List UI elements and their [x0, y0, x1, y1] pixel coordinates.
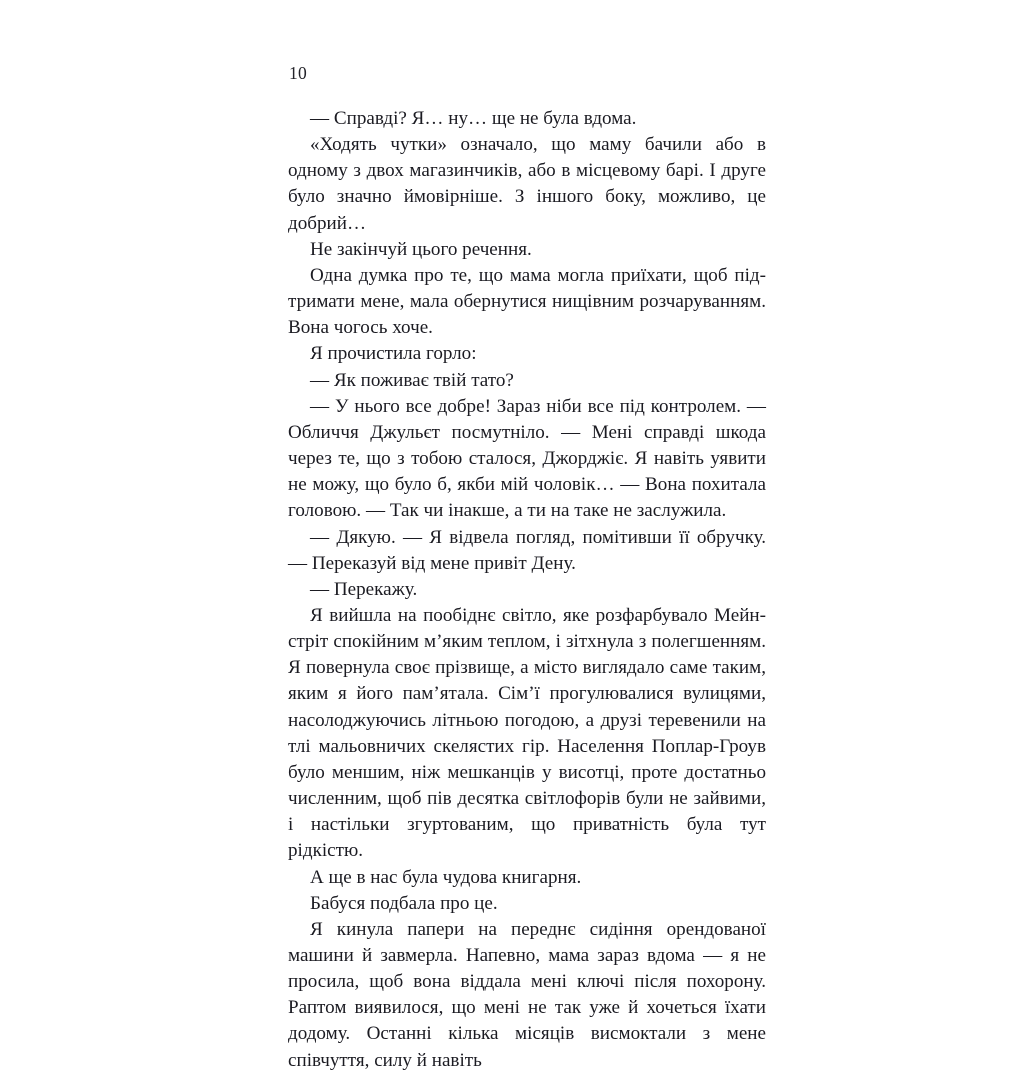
paragraph: Одна думка про те, що мама могла приїхати, щоб підтримати мене, мала обернутися нищівним розчаруванням. Вона чогось хоче.: [288, 264, 766, 339]
body-text-column: [288, 106, 766, 1074]
paragraph: Бабуся подбала про це.: [310, 892, 498, 914]
paragraph: — Як поживає твій тато?: [310, 369, 514, 391]
page-number: 10: [289, 63, 307, 83]
paragraph: — Дякую. — Я відвела погляд, помітивши її обручку. — Переказуй від мене привіт Дену.: [288, 526, 766, 574]
paragraph: Я кинула папери на переднє сидіння орендованої машини й завмерла. Напевно, мама зараз вдома — я не просила, щоб вона віддала мені ключі після похорону. Раптом виявилося, що мені не так уже й хочеться їхати додому. Останні кілька місяців висмоктали з мене співчуття, силу й навіть: [288, 918, 766, 1071]
paragraph: — Перекажу.: [310, 578, 418, 600]
paragraph: Не закінчуй цього речення.: [310, 238, 532, 260]
paragraph: А ще в нас була чудова книгарня.: [310, 866, 582, 888]
paragraph: «Ходять чутки» означало, що маму бачили або в одному з двох магазинчиків, або в місцевому барі. І друге було значно ймовірніше. З іншого боку, можливо, це добрий…: [288, 134, 766, 234]
paragraph: Я прочистила горло:: [310, 343, 477, 365]
paragraph: — У нього все добре! Зараз ніби все під контролем. — Обличчя Джульєт посмутніло. — Мені справді шкода через те, що з тобою сталося, Джорджіє. Я навіть уявити не можу, що було б, якби мій чоловік… — Вона похитала головою. — Так чи інакше, а ти на таке не заслужила.: [288, 395, 766, 522]
paragraph: Я вийшла на пообіднє світло, яке розфарбувало Мейн-стріт спокійним м’яким теплом, і зітхнула з полегшенням. Я повернула своє прізвище, а місто виглядало саме таким, яким я його пам’ятала. Сім’ї прогулювалися вулицями, насолоджуючись літньою погодою, а друзі теревенили на тлі мальовничих скелястих гір. Населення Поплар-Гроув було меншим, ніж мешканців у висотці, проте достатньо численним, щоб пів десятка світлофорів були не зайвими, і настільки згуртованим, що приватність була тут рідкістю.: [288, 604, 766, 862]
paragraph: — Справді? Я… ну… ще не була вдома.: [310, 108, 637, 129]
